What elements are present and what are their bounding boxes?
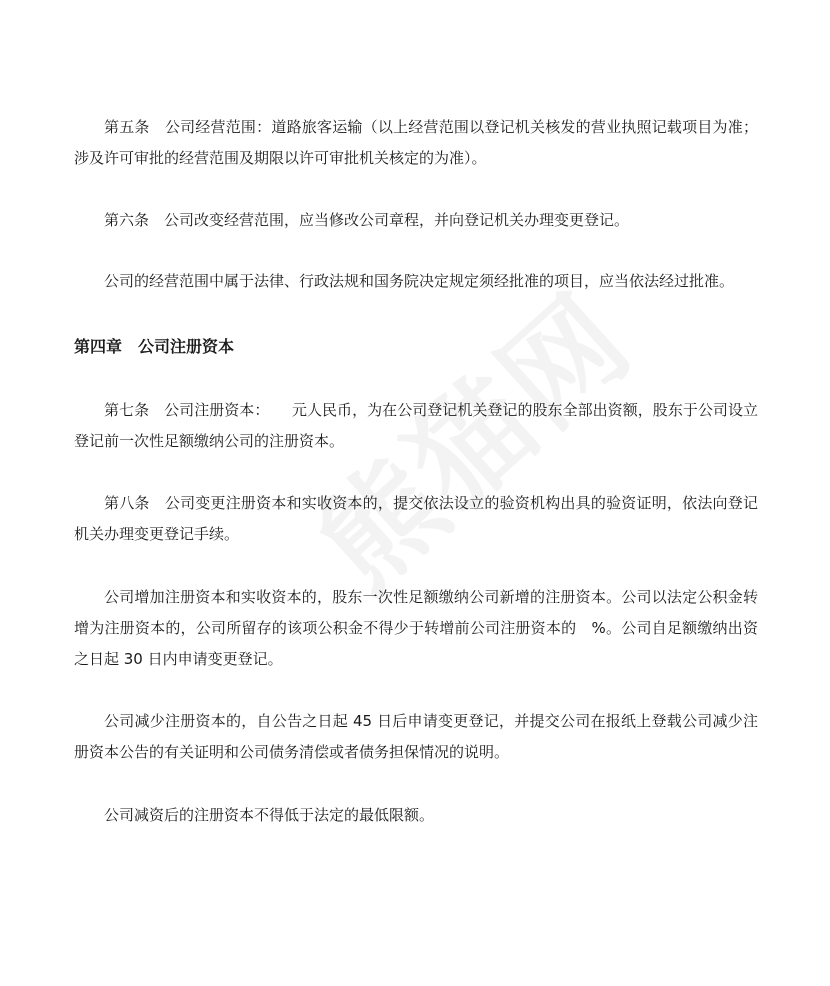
- article-5-paragraph: 第五条 公司经营范围：道路旅客运输（以上经营范围以登记机关核发的营业执照记载项目为准；涉及许可审批的经营范围及期限以许可审批机关核定的为准）。: [74, 118, 758, 167]
- chapter-title: 公司注册资本: [138, 337, 235, 356]
- business-scope-approval-paragraph: 公司的经营范围中属于法律、行政法规和国务院决定规定须经批准的项目，应当依法经过批准。: [104, 272, 735, 290]
- article-8-paragraph: 第八条 公司变更注册资本和实收资本的，提交依法设立的验资机构出具的验资证明，依法向登记机关办理变更登记手续。: [74, 494, 758, 543]
- article-7-paragraph: 第七条 公司注册资本： 元人民币，为在公司登记机关登记的股东全部出资额，股东于公司设立登记前一次性足额缴纳公司的注册资本。: [74, 401, 758, 450]
- capital-increase-paragraph: 公司增加注册资本和实收资本的，股东一次性足额缴纳公司新增的注册资本。公司以法定公积金转增为注册资本的，公司所留存的该项公积金不得少于转增前公司注册资本的 %。公司自足额缴纳出资之日起 30 日内申请变更登记。: [74, 588, 758, 668]
- chapter-heading: [74, 331, 234, 362]
- capital-reduction-paragraph: 公司减少注册资本的，自公告之日起 45 日后申请变更登记，并提交公司在报纸上登载公司减少注册资本公告的有关证明和公司债务清偿或者债务担保情况的说明。: [74, 712, 758, 761]
- minimum-capital-paragraph: 公司减资后的注册资本不得低于法定的最低限额。: [104, 806, 435, 824]
- article-6-paragraph: 第六条 公司改变经营范围，应当修改公司章程，并向登记机关办理变更登记。: [104, 211, 630, 229]
- chapter-number: 第四章: [74, 337, 123, 356]
